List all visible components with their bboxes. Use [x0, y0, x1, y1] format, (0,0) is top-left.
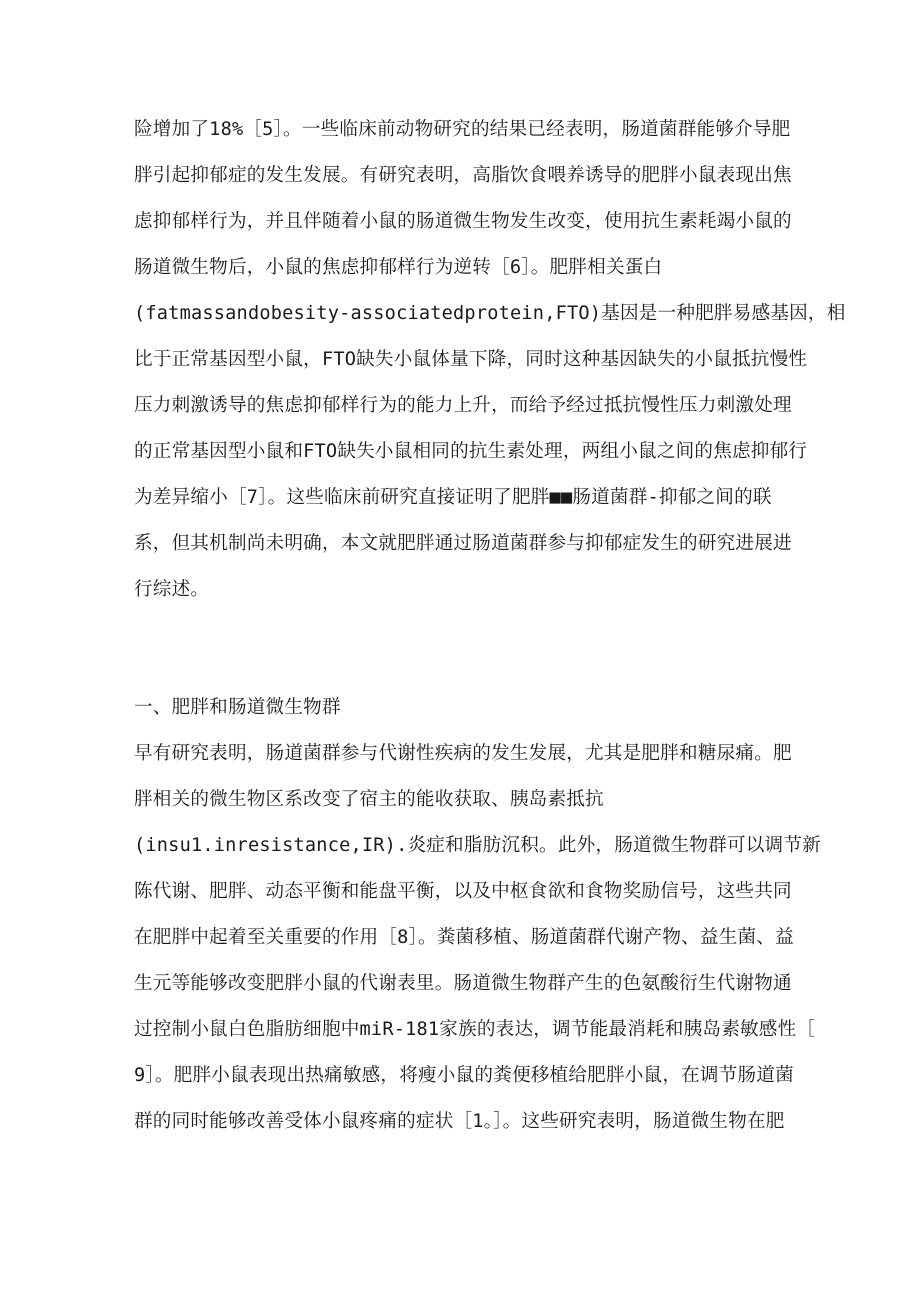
- text-line: 胖引起抑郁症的发生发展。有研究表明，高脂饮食喂养诱导的肥胖小鼠表现出焦: [134, 165, 792, 186]
- text-line: 胖相关的微生物区系改变了宿主的能收获取、胰岛素抵抗: [134, 789, 604, 810]
- text-line: 在肥胖中起着至关重要的作用［8］。粪菌移植、肠道菌群代谢产物、益生菌、益: [134, 927, 794, 948]
- text-line: 9］。肥胖小鼠表现出热痛敏感，将瘦小鼠的粪便移植给肥胖小鼠，在调节肠道菌: [134, 1065, 794, 1086]
- text-line: 比于正常基因型小鼠，FTO缺失小鼠体量下降，同时这种基因缺失的小鼠抵抗慢性: [134, 349, 808, 370]
- text-line: 压力刺激诱导的焦虑抑郁样行为的能力上升，而给予经过抵抗慢性压力刺激处理: [134, 395, 792, 416]
- text-line: 系，但其机制尚未明确，本文就肥胖通过肠道菌群参与抑郁症发生的研究进展进: [134, 533, 792, 554]
- text-line: 虑抑郁样行为，并且伴随着小鼠的肠道微生物发生改变，使用抗生素耗竭小鼠的: [134, 211, 792, 232]
- text-line: 的正常基因型小鼠和FTO缺失小鼠相同的抗生素处理，两组小鼠之间的焦虑抑郁行: [134, 441, 808, 462]
- text-line: 早有研究表明，肠道菌群参与代谢性疾病的发生发展，尤其是肥胖和糖尿痛。肥: [134, 743, 792, 764]
- text-line: 群的同时能够改善受体小鼠疼痛的症状［1。］。这些研究表明，肠道微生物在肥: [134, 1111, 785, 1132]
- text-line: 陈代谢、肥胖、动态平衡和能盘平衡，以及中枢食欲和食物奖励信号，这些共同: [134, 881, 792, 902]
- section-heading-text: 一、肥胖和肠道微生物群: [134, 697, 341, 718]
- text-line: 行综述。: [134, 579, 210, 600]
- text-line: 过控制小鼠白色脂肪细胞中miR-181家族的表达，调节能最消耗和胰岛素敏感性［: [134, 1019, 816, 1040]
- text-line: (fatmassandobesity-associatedprotein,FTO)基因是一种肥胖易感基因，相: [134, 303, 846, 324]
- paragraph-intro: [134, 107, 846, 613]
- text-line: (insu1.inresistance,IR).炎症和脂肪沉积。此外，肠道微生物群可以调节新: [134, 835, 821, 856]
- text-line: 肠道微生物后，小鼠的焦虑抑郁样行为逆转［6］。肥胖相关蛋白: [134, 257, 663, 278]
- paragraph-obesity-microbiota: [134, 731, 821, 1145]
- text-line: 为差异缩小［7］。这些临床前研究直接证明了肥胖■■肠道菌群-抑郁之间的联: [134, 487, 772, 508]
- section-heading: [134, 685, 794, 731]
- text-line: 生元等能够改变肥胖小鼠的代谢表里。肠道微生物群产生的色氨酸衍生代谢物通: [134, 973, 792, 994]
- text-line: 险增加了18%［5］。一些临床前动物研究的结果已经表明，肠道菌群能够介导肥: [134, 119, 791, 140]
